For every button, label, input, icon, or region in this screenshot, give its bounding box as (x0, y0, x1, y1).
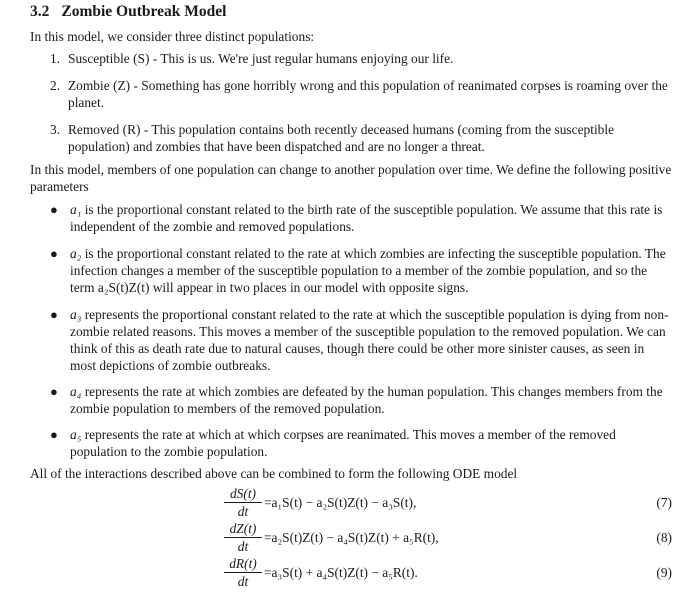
equation-rhs: =a₃S(t) + a₄S(t)Z(t) − a₅R(t). (264, 565, 418, 580)
list-item (50, 50, 672, 67)
fraction-denominator: dt (237, 504, 249, 519)
equation-7 (222, 486, 672, 522)
fraction-numerator: dR(t) (229, 556, 257, 571)
bullet-icon: ● (50, 202, 58, 217)
fraction-numerator: dZ(t) (229, 521, 257, 536)
equation-number: (8) (656, 530, 672, 545)
bullet-icon: ● (50, 427, 58, 442)
bullet-icon: ● (50, 384, 58, 399)
bullet-item (50, 306, 672, 374)
bullet-icon: ● (50, 246, 58, 261)
list-item (50, 77, 672, 111)
fraction-numerator: dS(t) (229, 486, 257, 501)
equation-8 (222, 521, 672, 557)
list-item-text: Removed (R) - This population contains both recently deceased humans (coming from the susceptible population) and zombies that have been dispatched and are no longer a threat. (68, 122, 615, 154)
fraction-bar (224, 502, 262, 503)
equation-rhs: =a₂S(t)Z(t) − a₄S(t)Z(t) + a₅R(t), (264, 530, 439, 545)
bullet-item (50, 201, 672, 235)
fraction-denominator: dt (237, 539, 249, 554)
bullet-icon: ● (50, 307, 58, 322)
parameter-description: represents the rate at which at which corpses are reanimated. This moves a member of the removed population to the zombie population. (70, 427, 616, 459)
list-item-text: Susceptible (S) - This is us. We're just regular humans enjoying our life. (68, 51, 454, 66)
list-marker: 1. (50, 51, 61, 66)
section-title: Zombie Outbreak Model (61, 3, 227, 20)
parameter-description: represents the proportional constant related to the rate at which the susceptible population is dying from non-zombie related reasons. This moves a member of the susceptible population to the removed population. We can think of this as death rate due to natural causes, though there could be other more sinister causes, as seen in most depictions of zombie outbreaks. (70, 307, 669, 373)
bullet-item (50, 245, 672, 296)
list-marker: 2. (50, 78, 61, 93)
parameter-symbol: a₁ (70, 202, 82, 217)
parameter-description: is the proportional constant related to the birth rate of the susceptible population. We assume that this rate is independent of the zombie and removed populations. (70, 202, 663, 234)
bullet-item (50, 383, 672, 417)
equation-rhs: =a₁S(t) − a₂S(t)Z(t) − a₃S(t), (264, 495, 417, 510)
list-item-text: Zombie (Z) - Something has gone horribly wrong and this population of reanimated corpses is roaming over the planet. (68, 78, 668, 110)
fraction-denominator: dt (237, 574, 249, 589)
derivative-fraction (222, 556, 264, 589)
derivative-fraction (222, 486, 264, 519)
equation-number: (7) (656, 495, 672, 510)
intro-paragraph: In this model, we consider three distinct populations: (30, 29, 315, 44)
section-heading (30, 2, 226, 22)
parameters-intro-paragraph: In this model, members of one population can change to another population over time. We define the following positive parameters (30, 162, 672, 194)
parameter-description: is the proportional constant related to the rate at which zombies are infecting the susceptible population. The infection changes a member of the susceptible population to a member of the zombie population, and so the term a₂S(t)Z(t) will appear in two places in our model with opposite signs. (70, 246, 666, 295)
parameter-symbol: a₄ (70, 384, 82, 399)
equation-number: (9) (656, 565, 672, 580)
fraction-bar (224, 572, 262, 573)
parameter-description: represents the rate at which zombies are defeated by the human population. This changes members from the zombie population to members of the removed population. (70, 384, 663, 416)
bullet-item (50, 426, 672, 460)
equation-9 (222, 556, 672, 592)
section-number: 3.2 (30, 3, 50, 20)
parameter-symbol: a₂ (70, 246, 82, 261)
derivative-fraction (222, 521, 264, 554)
fraction-bar (224, 537, 262, 538)
list-item (50, 121, 672, 155)
parameter-symbol: a₅ (70, 427, 82, 442)
parameter-symbol: a₃ (70, 307, 82, 322)
list-marker: 3. (50, 122, 61, 137)
model-intro-paragraph: All of the interactions described above can be combined to form the following ODE model (30, 466, 518, 481)
